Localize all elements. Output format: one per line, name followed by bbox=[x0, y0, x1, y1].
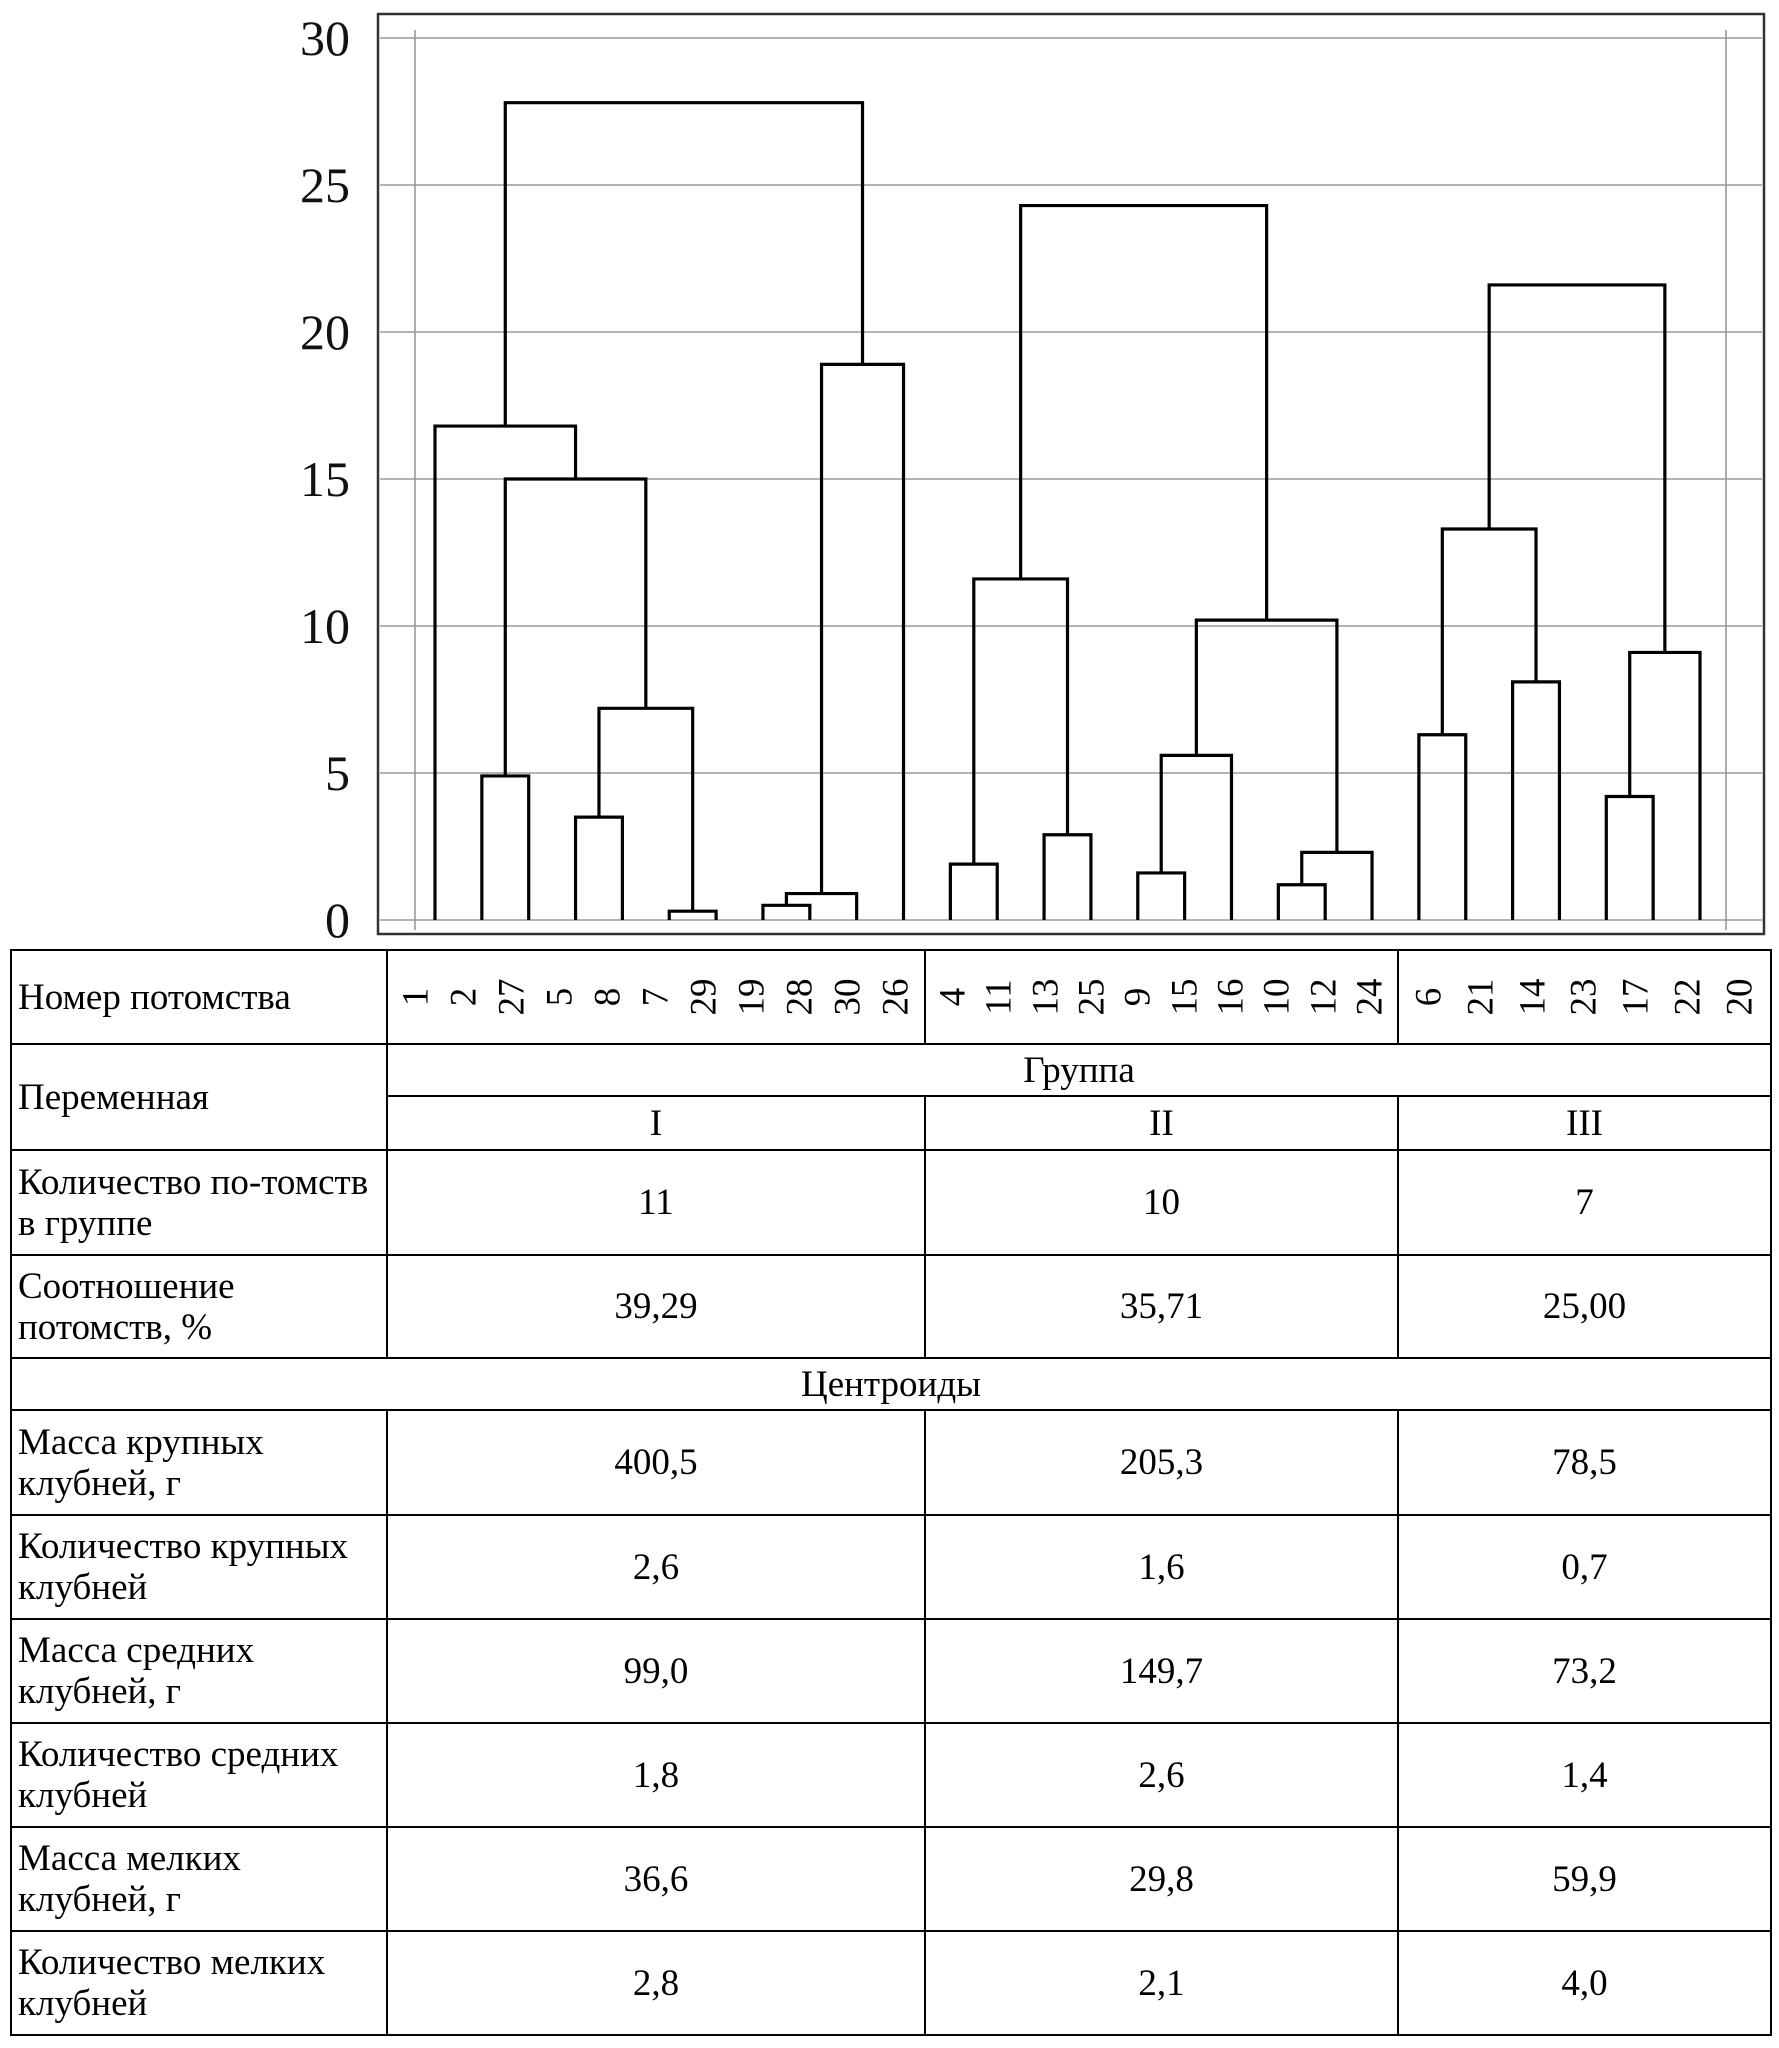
dendrogram-link bbox=[1196, 620, 1337, 852]
leaf-id-label: 4 bbox=[932, 987, 974, 1007]
ratio-value-III: 25,00 bbox=[1398, 1255, 1771, 1358]
leaf-id-label: 22 bbox=[1667, 978, 1709, 1016]
dendrogram-link bbox=[1606, 797, 1653, 920]
cluster-table bbox=[10, 949, 1772, 2036]
leaf-id-label: 13 bbox=[1025, 978, 1067, 1016]
dendrogram-link bbox=[1513, 682, 1560, 920]
centroid-row bbox=[11, 1723, 1771, 1827]
centroid-value: 4,0 bbox=[1398, 1931, 1771, 2035]
leaf-id-label: 15 bbox=[1164, 978, 1206, 1016]
leaf-id-label: 14 bbox=[1512, 978, 1554, 1016]
dendrogram-link bbox=[950, 864, 997, 920]
ids-label: Номер потомства bbox=[11, 950, 387, 1044]
dendrogram-link bbox=[1161, 755, 1231, 920]
leaf-id-label: 25 bbox=[1071, 978, 1113, 1016]
leaf-id-label: 23 bbox=[1563, 978, 1605, 1016]
leaf-id-label: 12 bbox=[1303, 978, 1345, 1016]
ratio-label: Соотношение потомств, % bbox=[11, 1255, 387, 1358]
centroid-value: 1,4 bbox=[1398, 1723, 1771, 1827]
dendrogram-link bbox=[505, 479, 646, 776]
leaf-id-label: 9 bbox=[1117, 987, 1159, 1007]
group-III-header: III bbox=[1398, 1096, 1771, 1150]
group-1-ids bbox=[387, 950, 925, 1044]
leaf-id-label: 30 bbox=[827, 978, 869, 1016]
group-II-header: II bbox=[925, 1096, 1398, 1150]
centroid-value: 1,8 bbox=[387, 1723, 925, 1827]
dendrogram-link bbox=[1044, 835, 1091, 920]
centroid-label: Масса крупных клубней, г bbox=[11, 1410, 387, 1515]
group-2-ids bbox=[925, 950, 1398, 1044]
leaf-id-label: 5 bbox=[539, 987, 581, 1007]
dendrogram-link bbox=[822, 364, 904, 920]
group-3-ids bbox=[1398, 950, 1771, 1044]
centroid-value: 2,1 bbox=[925, 1931, 1398, 2035]
leaf-id-label: 10 bbox=[1256, 978, 1298, 1016]
dendrogram-link bbox=[1021, 206, 1267, 621]
ratio-value-I: 39,29 bbox=[387, 1255, 925, 1358]
dendrogram-link bbox=[1138, 873, 1185, 920]
leaf-id-label: 17 bbox=[1615, 978, 1657, 1016]
plot-frame bbox=[378, 14, 1764, 934]
dendrogram-link bbox=[1278, 885, 1325, 920]
count-value-I: 11 bbox=[387, 1150, 925, 1255]
centroid-label: Масса мелких клубней, г bbox=[11, 1827, 387, 1931]
centroid-value: 36,6 bbox=[387, 1827, 925, 1931]
centroid-value: 2,6 bbox=[387, 1515, 925, 1619]
y-tick-label: 30 bbox=[300, 10, 350, 66]
leaf-id-label: 11 bbox=[978, 979, 1020, 1015]
count-label: Количество по-томств в группе bbox=[11, 1150, 387, 1255]
leaf-id-label: 19 bbox=[731, 978, 773, 1016]
centroid-value: 29,8 bbox=[925, 1827, 1398, 1931]
centroid-value: 99,0 bbox=[387, 1619, 925, 1723]
leaf-id-label: 24 bbox=[1349, 978, 1391, 1016]
count-value-II: 10 bbox=[925, 1150, 1398, 1255]
leaf-id-label: 29 bbox=[683, 978, 725, 1016]
leaf-id-label: 2 bbox=[443, 987, 485, 1007]
dendrogram-link bbox=[482, 776, 529, 920]
centroid-label: Количество средних клубней bbox=[11, 1723, 387, 1827]
centroid-row bbox=[11, 1619, 1771, 1723]
group-header: Группа bbox=[387, 1044, 1771, 1096]
centroid-label: Масса средних клубней, г bbox=[11, 1619, 387, 1723]
dendrogram-link bbox=[505, 103, 862, 426]
leaf-id-label: 26 bbox=[875, 978, 917, 1016]
dendrogram-link bbox=[1630, 652, 1700, 920]
y-axis-ticks bbox=[300, 10, 350, 948]
centroid-row bbox=[11, 1931, 1771, 2035]
centroid-value: 205,3 bbox=[925, 1410, 1398, 1515]
y-tick-label: 15 bbox=[300, 451, 350, 507]
variable-label: Переменная bbox=[11, 1044, 387, 1150]
centroid-value: 400,5 bbox=[387, 1410, 925, 1515]
count-value-III: 7 bbox=[1398, 1150, 1771, 1255]
leaf-id-label: 7 bbox=[635, 987, 677, 1007]
centroid-label: Количество мелких клубней bbox=[11, 1931, 387, 2035]
leaf-id-label: 28 bbox=[779, 978, 821, 1016]
y-tick-label: 5 bbox=[325, 745, 350, 801]
leaf-id-label: 21 bbox=[1460, 978, 1502, 1016]
leaf-id-label: 27 bbox=[491, 978, 533, 1016]
y-tick-label: 20 bbox=[300, 304, 350, 360]
y-tick-label: 25 bbox=[300, 157, 350, 213]
centroid-label: Количество крупных клубней bbox=[11, 1515, 387, 1619]
centroid-value: 2,6 bbox=[925, 1723, 1398, 1827]
leaf-id-label: 8 bbox=[587, 987, 629, 1007]
centroid-row bbox=[11, 1410, 1771, 1515]
centroid-value: 1,6 bbox=[925, 1515, 1398, 1619]
centroid-value: 78,5 bbox=[1398, 1410, 1771, 1515]
dendrogram-link bbox=[599, 708, 693, 911]
dendrogram-link bbox=[576, 817, 623, 920]
centroid-value: 0,7 bbox=[1398, 1515, 1771, 1619]
dendrogram-link bbox=[1489, 285, 1665, 653]
dendrogram-chart bbox=[0, 0, 1779, 955]
centroid-value: 149,7 bbox=[925, 1619, 1398, 1723]
dendrogram-link bbox=[669, 911, 716, 920]
leaf-id-label: 1 bbox=[395, 987, 437, 1007]
centroid-value: 2,8 bbox=[387, 1931, 925, 2035]
y-tick-label: 0 bbox=[325, 892, 350, 948]
y-tick-label: 10 bbox=[300, 598, 350, 654]
dendrogram-links bbox=[435, 103, 1700, 920]
centroid-value: 73,2 bbox=[1398, 1619, 1771, 1723]
centroid-row bbox=[11, 1515, 1771, 1619]
ids-row bbox=[11, 950, 1771, 1044]
leaf-id-label: 16 bbox=[1210, 978, 1252, 1016]
centroids-header: Центроиды bbox=[11, 1358, 1771, 1410]
dendrogram-link bbox=[1419, 735, 1466, 920]
leaf-id-label: 6 bbox=[1408, 987, 1450, 1007]
ratio-value-II: 35,71 bbox=[925, 1255, 1398, 1358]
dendrogram-link bbox=[974, 579, 1068, 864]
leaf-id-label: 20 bbox=[1719, 978, 1761, 1016]
dendrogram-link bbox=[1442, 529, 1536, 735]
group-I-header: I bbox=[387, 1096, 925, 1150]
dendrogram-link bbox=[763, 905, 810, 920]
centroid-row bbox=[11, 1827, 1771, 1931]
centroid-value: 59,9 bbox=[1398, 1827, 1771, 1931]
